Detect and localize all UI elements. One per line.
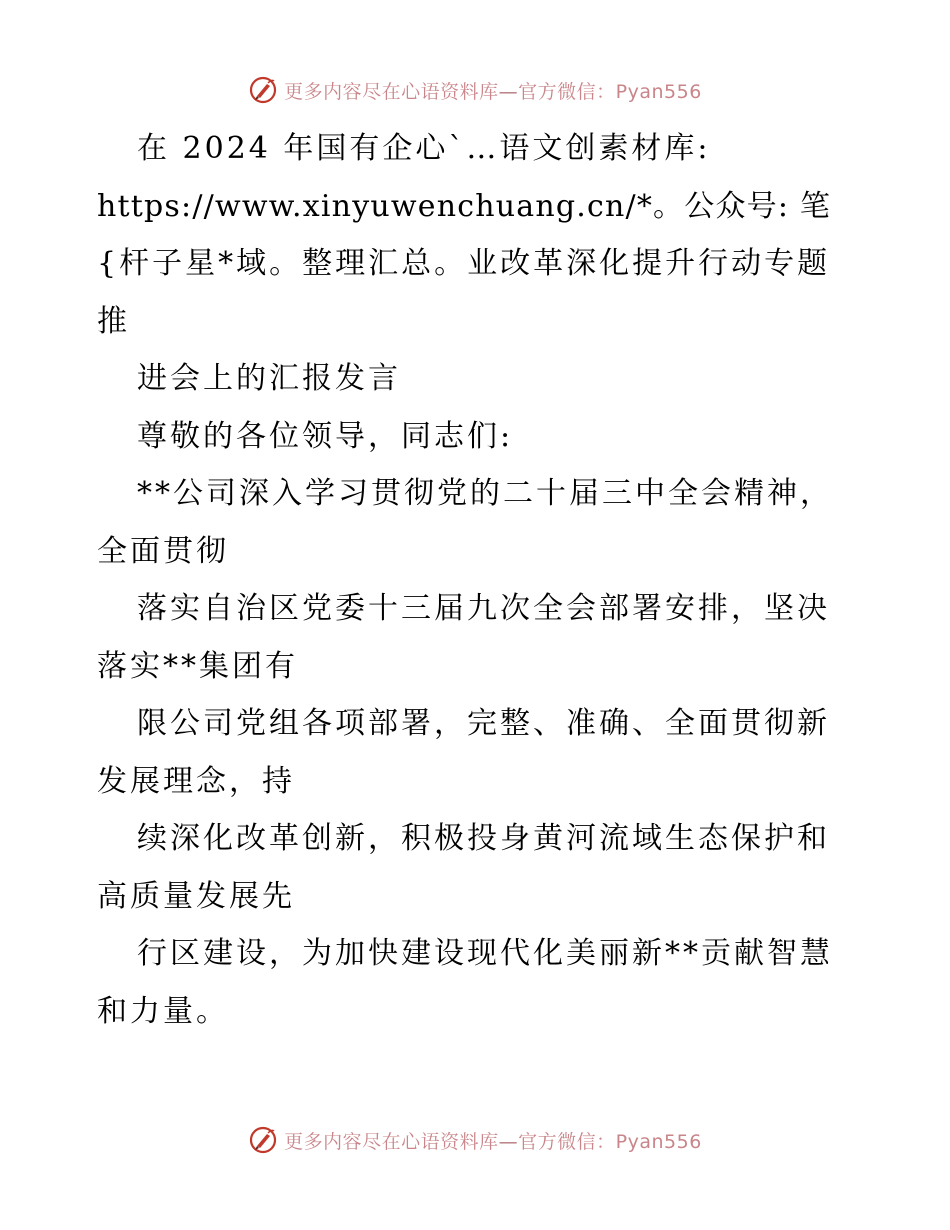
header-contact-text: 官方微信：Pyan556 — [518, 80, 702, 103]
header-banner — [0, 72, 950, 108]
doc-line: 限公司党组各项部署，完整、准确、全面贯彻新 — [137, 706, 830, 741]
doc-line: **公司深入学习贯彻党的二十届三中全会精神， — [137, 476, 833, 511]
doc-line: 行区建设，为加快建设现代化美丽新**贡献智慧 — [137, 936, 833, 971]
quill-pen-logo-icon — [248, 75, 278, 105]
doc-line: https://www.xinyuwenchuang.cn/*。公众号: 笔 — [97, 188, 832, 224]
doc-line: 进会上的汇报发言 — [137, 361, 401, 396]
quill-pen-logo-icon — [248, 1125, 278, 1155]
doc-line: 和力量。 — [97, 993, 229, 1029]
header-brand-text: 更多内容尽在心语资料库 — [284, 80, 499, 103]
doc-line: 续深化改革创新，积极投身黄河流域生态保护和 — [137, 821, 830, 856]
footer-brand-text: 更多内容尽在心语资料库 — [284, 1130, 499, 1153]
doc-line: 落实自治区党委十三届九次全会部署安排，坚决 — [137, 591, 830, 626]
doc-line: 全面贯彻 — [97, 533, 229, 569]
doc-line: 推 — [97, 303, 130, 339]
doc-line: {杆子星*域。整理汇总。业改革深化提升行动专题 — [97, 246, 831, 281]
document-body — [97, 120, 857, 1040]
footer-banner-text — [284, 1127, 702, 1154]
doc-line: 高质量发展先 — [97, 878, 295, 914]
footer-separator: — — [498, 1130, 519, 1153]
doc-line: 在 2024 年国有企心`…语文创素材库: — [137, 131, 711, 166]
footer-contact-text: 官方微信：Pyan556 — [518, 1130, 702, 1153]
footer-banner — [0, 1122, 950, 1158]
header-separator: — — [498, 80, 519, 103]
header-banner-text — [284, 77, 702, 104]
doc-line: 尊敬的各位领导，同志们: — [137, 418, 514, 454]
doc-line: 落实**集团有 — [97, 648, 298, 684]
doc-line: 发展理念，持 — [97, 763, 295, 799]
